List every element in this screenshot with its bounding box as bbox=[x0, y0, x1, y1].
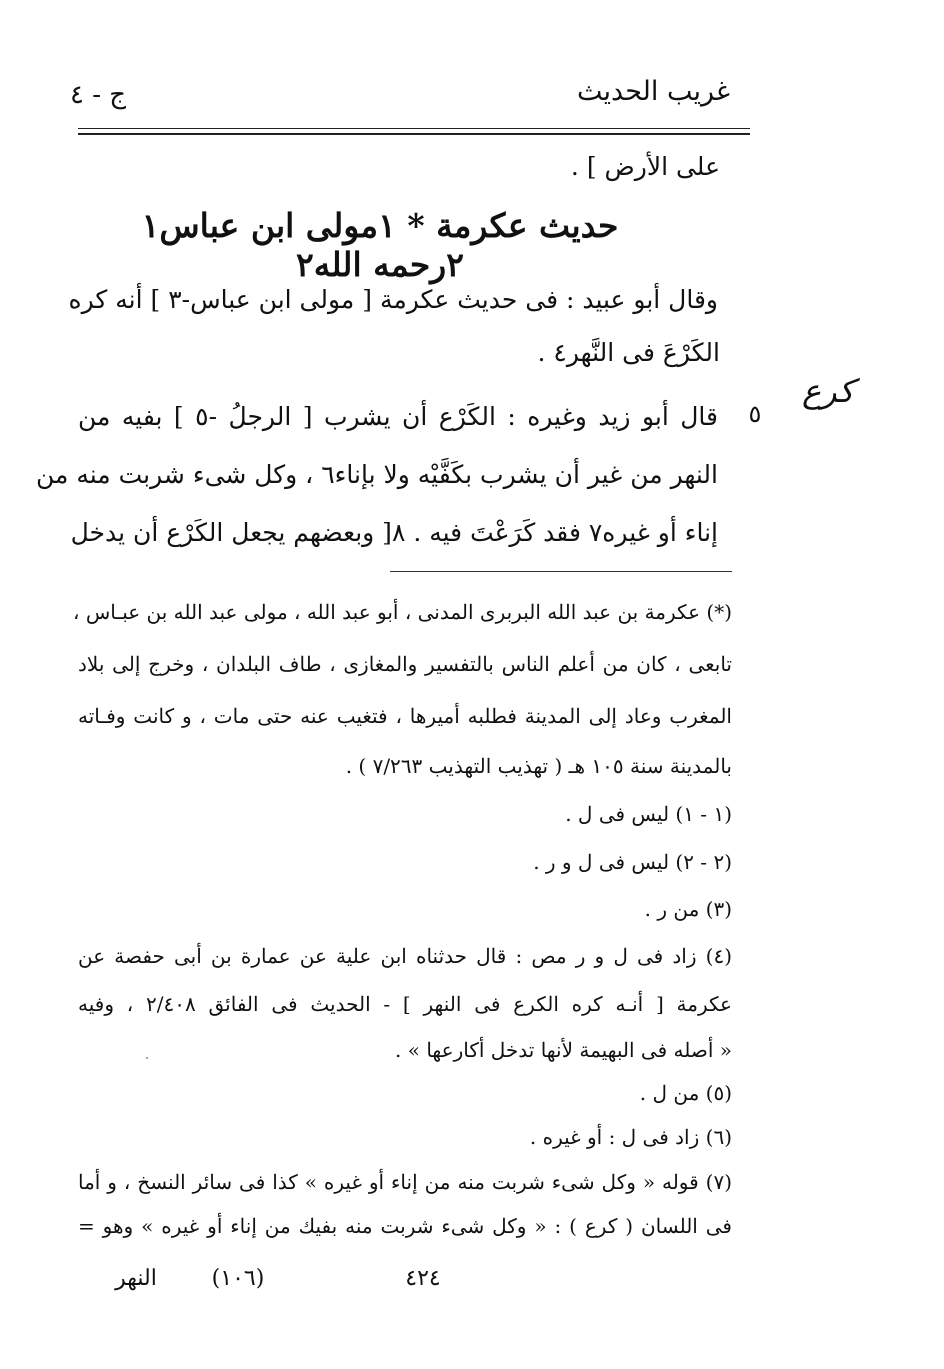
footnote-line: بالمدينة سنة ١٠٥ هـ ( تهذيب التهذيب ٧/٢٦٣ ) . bbox=[345, 754, 732, 778]
footnote-line: (٢ - ٢) ليس فى ل و ر . bbox=[533, 850, 732, 874]
footnote-separator bbox=[390, 571, 732, 572]
footnote-line: (٥) من ل . bbox=[639, 1081, 732, 1105]
footnote-line: فى اللسان ( كرع ) : « وكل شىء شربت منه بفيك من إناء أو غيره » وهو = bbox=[78, 1214, 732, 1238]
paragraph2-line: قال أبو زيد وغيره : الكَرْع أن يشرب [ الرجلُ -٥ ] بفيه من bbox=[78, 402, 718, 431]
footnote-line: عكرمة [ أنـه كره الكرع فى النهر ] - الحديث فى الفائق ٢/٤٠٨ ، وفيه bbox=[78, 992, 732, 1016]
catchword: النهر bbox=[115, 1266, 157, 1291]
paragraph1-line: الكَرْعَ فى النَّهر٤ . bbox=[537, 338, 720, 367]
footnote-line: (٣) من ر . bbox=[644, 897, 732, 921]
running-header-title: غريب الحديث bbox=[577, 76, 730, 107]
continuation-line: على الأرض ] . bbox=[570, 152, 720, 181]
sheet-number: (١٠٦) bbox=[211, 1266, 265, 1291]
page-number: ٤٢٤ bbox=[405, 1266, 441, 1291]
footnote-line: (١ - ١) ليس فى ل . bbox=[565, 802, 732, 826]
header-rule-thin bbox=[78, 128, 750, 129]
running-header-volume: ج - ٤ bbox=[70, 80, 127, 110]
footnote-line: « أصله فى البهيمة لأنها تدخل أكارعها » . bbox=[395, 1038, 732, 1062]
footnote-line: تابعى ، كان من أعلم الناس بالتفسير والمغازى ، طاف البلدان ، وخرج إلى بلاد bbox=[78, 652, 732, 676]
footnote-line: المغرب وعاد إلى المدينة فطلبه أميرها ، فتغيب عنه حتى مات ، و كانت وفـاته bbox=[78, 704, 732, 728]
header-rule-thick bbox=[78, 133, 750, 135]
section-title: حديث عكرمة * ١مولى ابن عباس١ ٢رحمه الله٢ bbox=[141, 206, 619, 284]
paragraph2-line: إناء أو غيره٧ فقد كَرَعْتَ فيه . ٨[ وبعضهم يجعل الكَرْع أن يدخل bbox=[70, 518, 718, 547]
line-number: ٥ bbox=[748, 400, 762, 428]
paragraph1-line: وقال أبو عبيد : فى حديث عكرمة [ مولى ابن عباس-٣ ] أنه كره bbox=[68, 285, 718, 314]
footnote-line: (٤) زاد فى ل و ر مص : قال حدثناه ابن علية عن عمارة بن أبى حفصة عن bbox=[78, 944, 732, 968]
paragraph2-line: النهر من غير أن يشرب بكَفَّيْه ولا بإناء٦ ، وكل شىء شربت منه من bbox=[35, 460, 718, 489]
margin-root-word: كرع bbox=[802, 372, 854, 410]
scan-speck bbox=[146, 1057, 148, 1059]
footnote-line: (٧) قوله « وكل شىء شربت منه من إناء أو غيره » كذا فى سائر النسخ ، و أما bbox=[78, 1170, 732, 1194]
footnote-line: (٦) زاد فى ل : أو غيره . bbox=[529, 1125, 732, 1149]
footnote-line: (*) عكرمة بن عبد الله البربرى المدنى ، أبو عبد الله ، مولى عبد الله بن عبـاس ، bbox=[73, 600, 732, 624]
